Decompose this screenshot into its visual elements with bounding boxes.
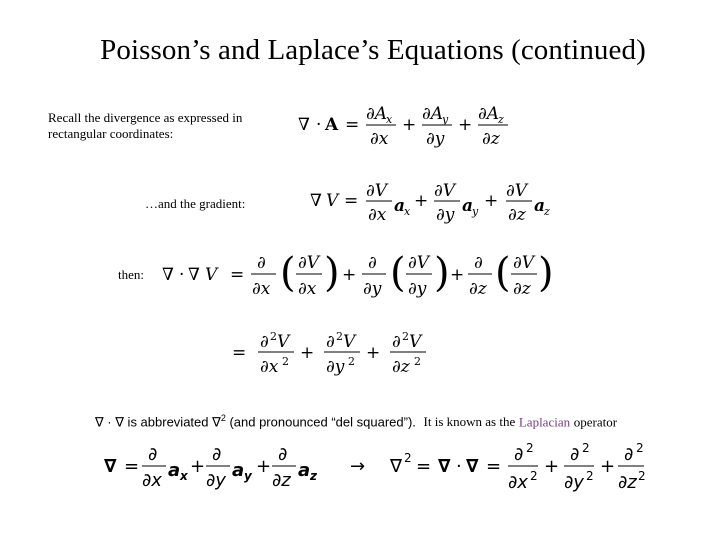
svg-text:V: V (205, 265, 218, 285)
slide-title: Poisson’s and Laplace’s Equations (continued) (100, 34, 646, 66)
svg-text:∂: ∂ (570, 444, 580, 465)
svg-text:·: · (456, 456, 462, 477)
svg-text:∂: ∂ (326, 332, 335, 352)
then-note: then: (118, 267, 144, 282)
svg-text:∂z: ∂z (272, 470, 291, 491)
svg-text:a: a (462, 196, 474, 216)
svg-text:+: + (366, 343, 381, 363)
svg-text:∂y: ∂y (363, 279, 382, 299)
svg-text:x: x (404, 205, 411, 218)
svg-text:∂A: ∂A (422, 104, 444, 124)
gradient-equation (310, 178, 560, 228)
svg-text:∂y: ∂y (326, 357, 345, 377)
svg-text:V: V (343, 332, 356, 352)
svg-text:y: y (442, 113, 449, 126)
svg-text:x: x (386, 113, 393, 126)
svg-text:+: + (544, 456, 560, 477)
svg-text:∂x: ∂x (252, 279, 271, 299)
divergence-note-line-1: Recall the divergence as expressed in (48, 110, 243, 125)
known-as-suffix: operator (573, 414, 618, 430)
svg-text:·: · (316, 115, 322, 135)
svg-text:·: · (179, 265, 185, 285)
svg-text:∂: ∂ (624, 444, 634, 465)
svg-text:∇: ∇ (438, 456, 451, 477)
svg-text:=: = (230, 265, 245, 285)
svg-text:+: + (414, 191, 429, 211)
svg-text:): ) (434, 250, 450, 296)
svg-text:+: + (256, 456, 272, 477)
divergence-note-line-2: rectangular coordinates: (48, 126, 174, 141)
svg-text:+: + (402, 115, 417, 135)
svg-text:2: 2 (282, 355, 289, 368)
svg-text:+: + (600, 456, 616, 477)
svg-text:∂x: ∂x (260, 357, 279, 377)
svg-text:+: + (300, 343, 315, 363)
svg-text:=: = (345, 115, 360, 135)
svg-text:∂A: ∂A (366, 104, 388, 124)
svg-text:V: V (326, 191, 339, 211)
svg-text:∂y: ∂y (206, 470, 226, 491)
abbreviation-superscript: 2 (220, 413, 226, 423)
svg-text:2: 2 (636, 441, 644, 455)
pronunciation-text: (and pronounced “del squared”). (225, 414, 416, 430)
svg-text:=: = (124, 456, 140, 477)
svg-text:z: z (544, 205, 550, 218)
svg-text:∂z: ∂z (392, 357, 410, 377)
svg-text:∂V: ∂V (408, 253, 430, 273)
svg-text:∂V: ∂V (366, 181, 388, 201)
svg-text:2: 2 (638, 469, 646, 483)
svg-text:(: ( (280, 250, 296, 296)
svg-text:=: = (232, 343, 247, 363)
divergence-note (48, 110, 242, 142)
svg-text:V: V (277, 332, 290, 352)
svg-text:z: z (498, 113, 504, 126)
svg-text:∂y: ∂y (436, 205, 455, 225)
svg-text:a: a (168, 460, 181, 481)
svg-text:A: A (325, 115, 339, 135)
svg-text:a: a (394, 196, 406, 216)
divergence-equation (298, 100, 528, 150)
svg-text:+: + (342, 265, 357, 285)
svg-text:2: 2 (586, 469, 594, 483)
svg-text:y: y (244, 469, 252, 483)
svg-text:∂x: ∂x (142, 470, 162, 491)
svg-text:∇: ∇ (104, 456, 117, 477)
svg-text:+: + (190, 456, 206, 477)
svg-text:∂: ∂ (474, 253, 483, 273)
svg-text:a: a (232, 460, 245, 481)
laplacian-word: Laplacian (518, 414, 571, 430)
svg-text:2: 2 (582, 441, 590, 455)
svg-text:(: ( (390, 250, 406, 296)
svg-text:a: a (534, 196, 546, 216)
svg-text:+: + (450, 265, 465, 285)
svg-text:=: = (486, 456, 502, 477)
svg-text:∂y: ∂y (564, 472, 584, 493)
svg-text:z: z (310, 469, 317, 483)
svg-text:∇: ∇ (188, 265, 200, 285)
svg-text:∂: ∂ (148, 444, 158, 465)
svg-text:∂x: ∂x (298, 279, 317, 299)
svg-text:∇: ∇ (466, 456, 479, 477)
svg-text:∂V: ∂V (434, 181, 456, 201)
svg-text:∂: ∂ (368, 253, 377, 273)
svg-text:2: 2 (402, 330, 409, 343)
svg-text:=: = (416, 456, 432, 477)
svg-text:): ) (324, 250, 340, 296)
svg-text:2: 2 (414, 355, 421, 368)
laplacian-second-derivative-equation (232, 328, 432, 382)
svg-text:∂: ∂ (260, 332, 269, 352)
svg-text:∂V: ∂V (506, 181, 528, 201)
svg-text:2: 2 (348, 355, 355, 368)
svg-text:∂: ∂ (278, 444, 288, 465)
svg-text:∂z: ∂z (508, 205, 526, 225)
svg-text:+: + (484, 191, 499, 211)
svg-text:+: + (458, 115, 473, 135)
svg-text:∂z: ∂z (618, 472, 637, 493)
svg-text:y: y (472, 205, 479, 218)
svg-text:∂V: ∂V (298, 253, 320, 273)
svg-text:∂x: ∂x (508, 472, 528, 493)
svg-text:2: 2 (526, 441, 534, 455)
svg-text:2: 2 (530, 469, 538, 483)
svg-text:∂y: ∂y (426, 129, 445, 149)
svg-text:2: 2 (336, 330, 343, 343)
svg-text:∂: ∂ (257, 253, 266, 273)
known-as-prefix: It is known as the (423, 414, 516, 430)
svg-text:∇: ∇ (162, 265, 174, 285)
svg-text:∇: ∇ (310, 191, 322, 211)
svg-text:): ) (538, 250, 554, 296)
svg-text:a: a (298, 460, 311, 481)
svg-text:→: → (350, 456, 366, 477)
svg-text:2: 2 (404, 451, 412, 465)
svg-text:=: = (344, 191, 359, 211)
svg-text:(: ( (495, 250, 511, 296)
laplacian-expansion-equation (162, 248, 552, 308)
svg-text:2: 2 (270, 330, 277, 343)
svg-text:V: V (409, 332, 422, 352)
gradient-note: …and the gradient: (145, 196, 246, 211)
svg-text:∂y: ∂y (408, 279, 427, 299)
svg-text:∂V: ∂V (513, 253, 535, 273)
svg-text:∂x: ∂x (368, 205, 387, 225)
svg-text:∇: ∇ (390, 456, 403, 477)
svg-text:∂: ∂ (212, 444, 222, 465)
laplacian-abbreviation-note (95, 413, 617, 430)
svg-text:∂z: ∂z (513, 279, 531, 299)
svg-text:∂: ∂ (392, 332, 401, 352)
svg-text:∂z: ∂z (482, 129, 500, 149)
abbreviation-text: ∇ · ∇ is abbreviated ∇ (95, 414, 221, 430)
svg-text:∂: ∂ (514, 444, 524, 465)
del-operator-equation (104, 440, 644, 496)
svg-text:∂A: ∂A (478, 104, 500, 124)
svg-text:∇: ∇ (298, 115, 310, 135)
svg-text:∂x: ∂x (370, 129, 389, 149)
svg-text:∂z: ∂z (469, 279, 487, 299)
svg-text:x: x (180, 469, 188, 483)
